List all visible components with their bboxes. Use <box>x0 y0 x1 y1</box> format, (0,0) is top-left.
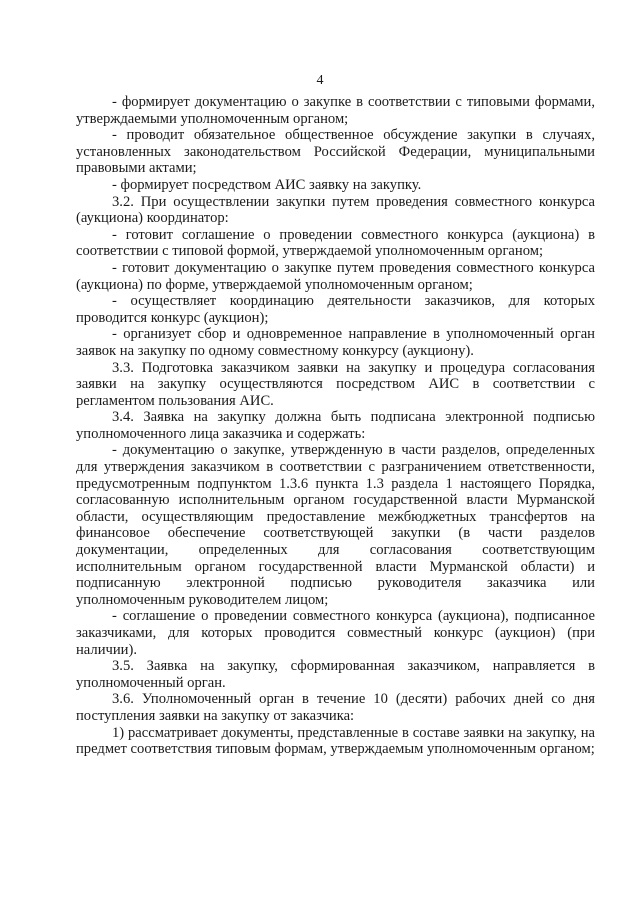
paragraph-3-3: 3.3. Подготовка заказчиком заявки на закупку и процедура согласования заявки на закупку осуществляются посредством АИС в соответствии с регламентом пользования АИС. <box>76 359 595 409</box>
paragraph-3-5: 3.5. Заявка на закупку, сформированная заказчиком, направляется в уполномоченный орган. <box>76 658 595 691</box>
paragraph-3-2: 3.2. При осуществлении закупки путем проведения совместного конкурса (аукциона) координатор: <box>76 193 595 227</box>
paragraph-joint-agreement: - готовит соглашение о проведении совместного конкурса (аукциона) в соответствии с типовой формой, утверждаемой уполномоченным органом; <box>76 226 595 260</box>
paragraph-joint-documentation: - готовит документацию о закупке путем проведения совместного конкурса (аукциона) по форме, утверждаемой уполномоченным органом; <box>76 259 595 293</box>
paragraph-ais-request: - формирует посредством АИС заявку на закупку. <box>112 176 422 193</box>
paragraph-public-discussion: - проводит обязательное общественное обсуждение закупки в случаях, установленных законодательством Российской Федерации, муниципальными правовыми актами; <box>76 127 595 177</box>
paragraph-approved-documentation: - документацию о закупке, утвержденную в части разделов, определенных для утверждения заказчиком в соответствии с разграничением ответственности, предусмотренным подпунктом 1.3.6 пункта 1.3 раздела 1 настоящего Порядка, согласованную исполнительным органом государственной власти Мурманской области, осуществляющим предоставление межбюджетных трансфертов на финансовое обеспечение соответствующей закупки (в части разделов документации, определенных для согласования соответствующим исполнительным органом государственной власти Мурманской области) и подписанную электронной подписью руководителя заказчика или уполномоченным руководителем лицом; <box>76 442 595 608</box>
paragraph-3-4: 3.4. Заявка на закупку должна быть подписана электронной подписью уполномоченного лица заказчика и содержать: <box>76 409 595 442</box>
paragraph-collection: - организует сбор и одновременное направление в уполномоченный орган заявок на закупку по одному совместному конкурсу (аукциону). <box>76 326 595 359</box>
document-body <box>76 94 595 758</box>
paragraph-documentation-forms: - формирует документацию о закупке в соответствии с типовыми формами, утверждаемыми уполномоченным органом; <box>76 94 595 127</box>
page-number: 4 <box>316 73 324 88</box>
paragraph-joint-agreement-signed: - соглашение о проведении совместного конкурса (аукциона), подписанное заказчиками, для которых проводится совместный конкурс (аукцион) (при наличии). <box>76 608 595 658</box>
paragraph-3-6: 3.6. Уполномоченный орган в течение 10 (десяти) рабочих дней со дня поступления заявки на закупку от заказчика: <box>76 691 595 724</box>
paragraph-review-documents: 1) рассматривает документы, представленные в составе заявки на закупку, на предмет соответствия типовым формам, утверждаемым уполномоченным органом; <box>76 724 595 758</box>
paragraph-coordination: - осуществляет координацию деятельности заказчиков, для которых проводится конкурс (аукцион); <box>76 293 595 326</box>
